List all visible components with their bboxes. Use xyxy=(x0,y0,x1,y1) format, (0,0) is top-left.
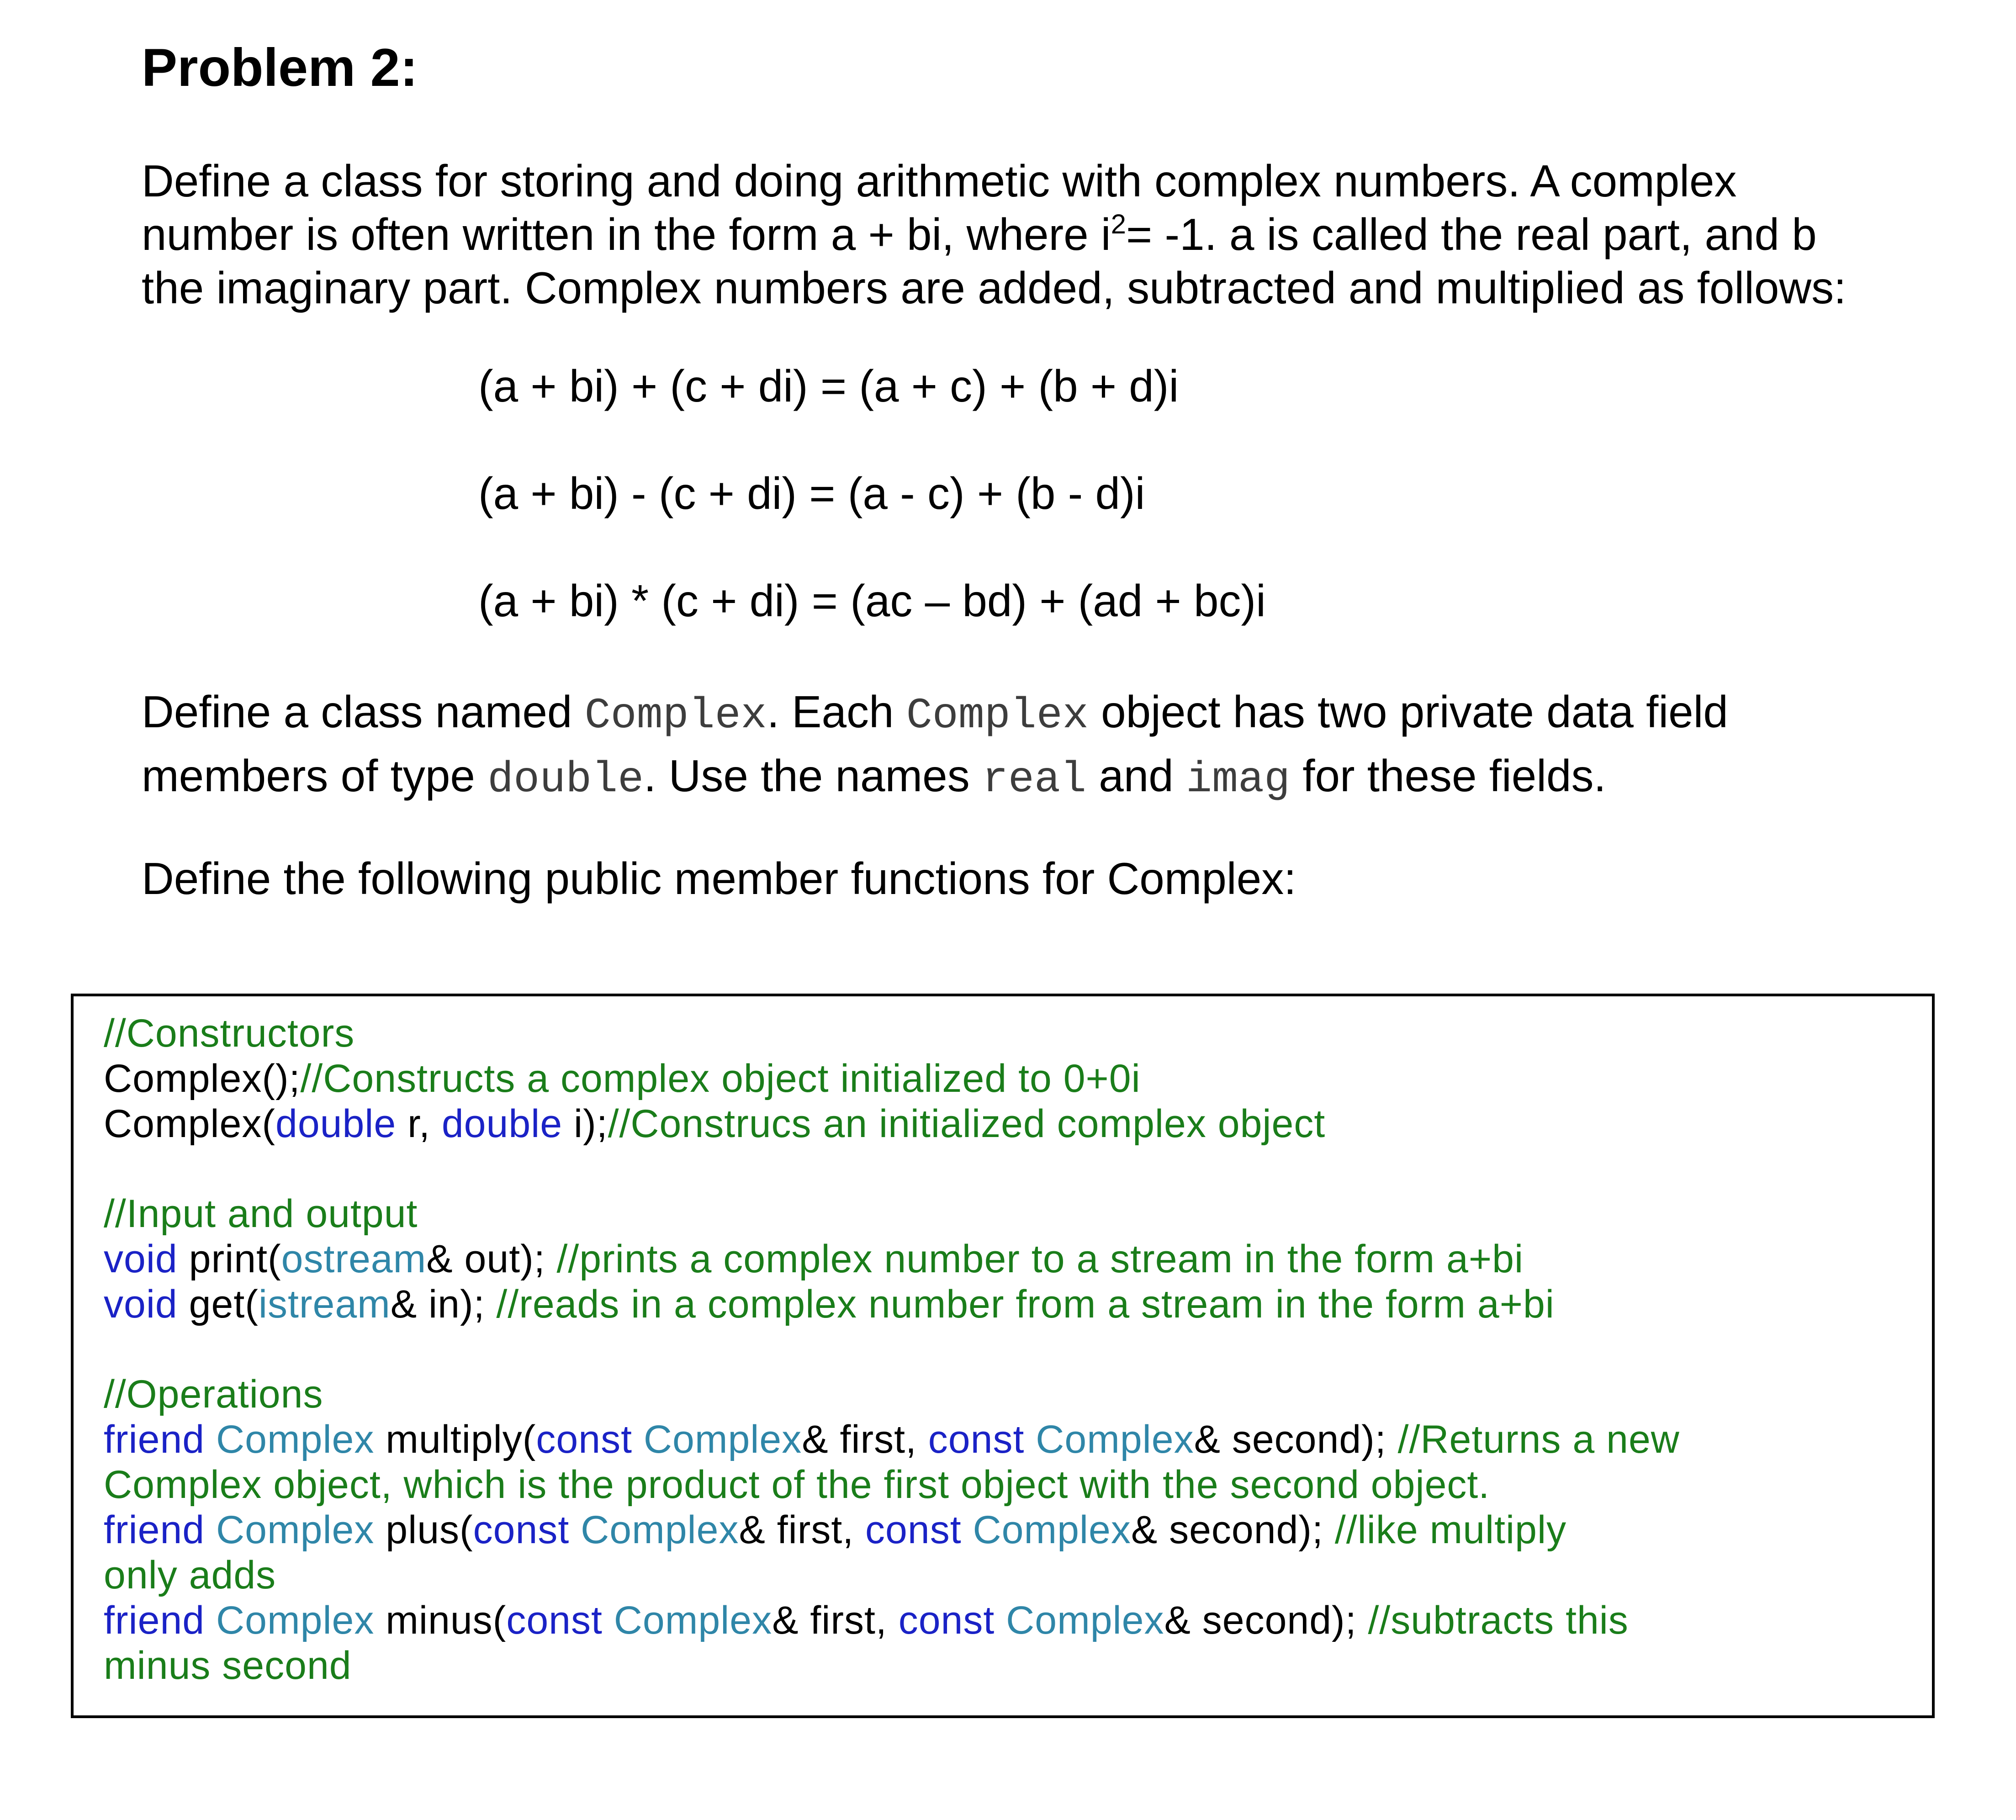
code-keyword: friend xyxy=(104,1508,205,1552)
code-token: & second); xyxy=(1194,1418,1398,1461)
code-keyword: const xyxy=(865,1508,962,1552)
code-line-ctor-default xyxy=(104,1055,1141,1102)
code-token: r, xyxy=(396,1102,442,1146)
code-line-ctor-params xyxy=(104,1100,1325,1148)
code-token: minus( xyxy=(374,1598,507,1642)
code-comment-io: //Input and output xyxy=(104,1192,418,1236)
class-def-line-1 xyxy=(142,685,1728,743)
code-comment: //Constructs a complex object initialized to 0+0i xyxy=(300,1057,1141,1100)
intro-line-3: the imaginary part. Complex numbers are added, subtracted and multiplied as follows: xyxy=(142,263,1847,313)
class-def-text: . Each xyxy=(767,687,906,737)
code-token: Complex(); xyxy=(104,1057,301,1100)
code-keyword: void xyxy=(104,1237,178,1281)
code-line-minus-comment: minus second xyxy=(104,1644,352,1688)
class-def-text: and xyxy=(1086,751,1186,801)
formula-subtraction: (a + bi) - (c + di) = (a - c) + (b - d)i xyxy=(478,468,1145,518)
code-keyword: friend xyxy=(104,1418,205,1461)
code-keyword: void xyxy=(104,1282,178,1326)
code-token: & out); xyxy=(426,1237,557,1281)
intro-line-1: Define a class for storing and doing arithmetic with complex numbers. A complex xyxy=(142,156,1737,206)
code-keyword: const xyxy=(898,1598,995,1642)
code-token: & second); xyxy=(1131,1508,1335,1552)
functions-intro: Define the following public member functions for Complex: xyxy=(142,853,1296,904)
class-def-line-2 xyxy=(142,749,1728,807)
code-token: i); xyxy=(562,1102,608,1146)
code-comment-constructors: //Constructors xyxy=(104,1011,355,1055)
code-comment: //reads in a complex number from a stream in the form a+bi xyxy=(496,1282,1555,1326)
code-type: Complex xyxy=(995,1598,1164,1642)
code-term-imag: imag xyxy=(1185,755,1290,804)
class-def-text: for these fields. xyxy=(1290,751,1606,801)
class-def-text: Define a class named xyxy=(142,687,585,737)
class-definition-paragraph xyxy=(142,685,1728,807)
code-token: & in); xyxy=(390,1282,497,1326)
class-def-text: object has two private data field xyxy=(1088,687,1728,737)
code-type: ostream xyxy=(281,1237,427,1281)
code-token: & first, xyxy=(739,1508,866,1552)
code-comment: //Returns a new xyxy=(1397,1418,1680,1461)
code-keyword: double xyxy=(275,1102,397,1146)
code-comment-operations: //Operations xyxy=(104,1372,323,1416)
code-keyword: friend xyxy=(104,1598,205,1642)
code-line-get xyxy=(104,1281,1555,1328)
code-box xyxy=(71,994,1935,1718)
code-comment: //prints a complex number to a stream in the form a+bi xyxy=(556,1237,1524,1281)
intro-line-2-part-a: number is often written in the form a + bi, where i xyxy=(142,209,1111,259)
code-token: print( xyxy=(177,1237,281,1281)
code-type: Complex xyxy=(1024,1418,1194,1461)
code-line-print xyxy=(104,1236,1524,1283)
code-term-real: real xyxy=(982,755,1086,804)
code-type: Complex xyxy=(602,1598,773,1642)
code-keyword: const xyxy=(536,1418,632,1461)
code-type: Complex xyxy=(569,1508,739,1552)
intro-line-2-part-b: = -1. a is called the real part, and b xyxy=(1126,209,1817,259)
problem-title: Problem 2: xyxy=(142,37,418,97)
code-keyword: double xyxy=(441,1102,563,1146)
class-def-text: members of type xyxy=(142,751,488,801)
code-keyword: const xyxy=(506,1598,603,1642)
intro-paragraph xyxy=(142,154,1846,315)
code-term-complex: Complex xyxy=(584,691,767,741)
code-type: istream xyxy=(258,1282,391,1326)
code-comment: //subtracts this xyxy=(1368,1598,1629,1642)
code-type: Complex xyxy=(205,1418,375,1461)
code-token: get( xyxy=(177,1282,259,1326)
code-line-multiply-comment: Complex object, which is the product of the first object with the second object. xyxy=(104,1463,1490,1507)
code-type: Complex xyxy=(205,1598,375,1642)
code-line-plus xyxy=(104,1507,1566,1554)
code-keyword: const xyxy=(473,1508,570,1552)
code-type: Complex xyxy=(632,1418,802,1461)
code-line-plus-comment: only adds xyxy=(104,1553,276,1597)
code-keyword: const xyxy=(928,1418,1025,1461)
superscript-two: 2 xyxy=(1111,209,1126,239)
code-line-minus xyxy=(104,1597,1629,1644)
code-token: Complex( xyxy=(104,1102,275,1146)
formula-addition: (a + bi) + (c + di) = (a + c) + (b + d)i xyxy=(478,361,1179,411)
formula-multiplication: (a + bi) * (c + di) = (ac – bd) + (ad + bc)i xyxy=(478,576,1266,626)
class-def-text: . Use the names xyxy=(644,751,982,801)
code-type: Complex xyxy=(961,1508,1131,1552)
code-term-double: double xyxy=(487,755,644,804)
code-comment: //like multiply xyxy=(1334,1508,1567,1552)
code-token: multiply( xyxy=(374,1418,536,1461)
code-term-complex: Complex xyxy=(906,691,1089,741)
intro-line-2 xyxy=(142,208,1846,261)
code-type: Complex xyxy=(205,1508,375,1552)
code-token: & first, xyxy=(772,1598,899,1642)
code-token: & second); xyxy=(1164,1598,1368,1642)
code-line-multiply xyxy=(104,1416,1680,1463)
code-token: & first, xyxy=(802,1418,928,1461)
code-token: plus( xyxy=(374,1508,473,1552)
code-comment: //Construcs an initialized complex object xyxy=(608,1102,1326,1146)
